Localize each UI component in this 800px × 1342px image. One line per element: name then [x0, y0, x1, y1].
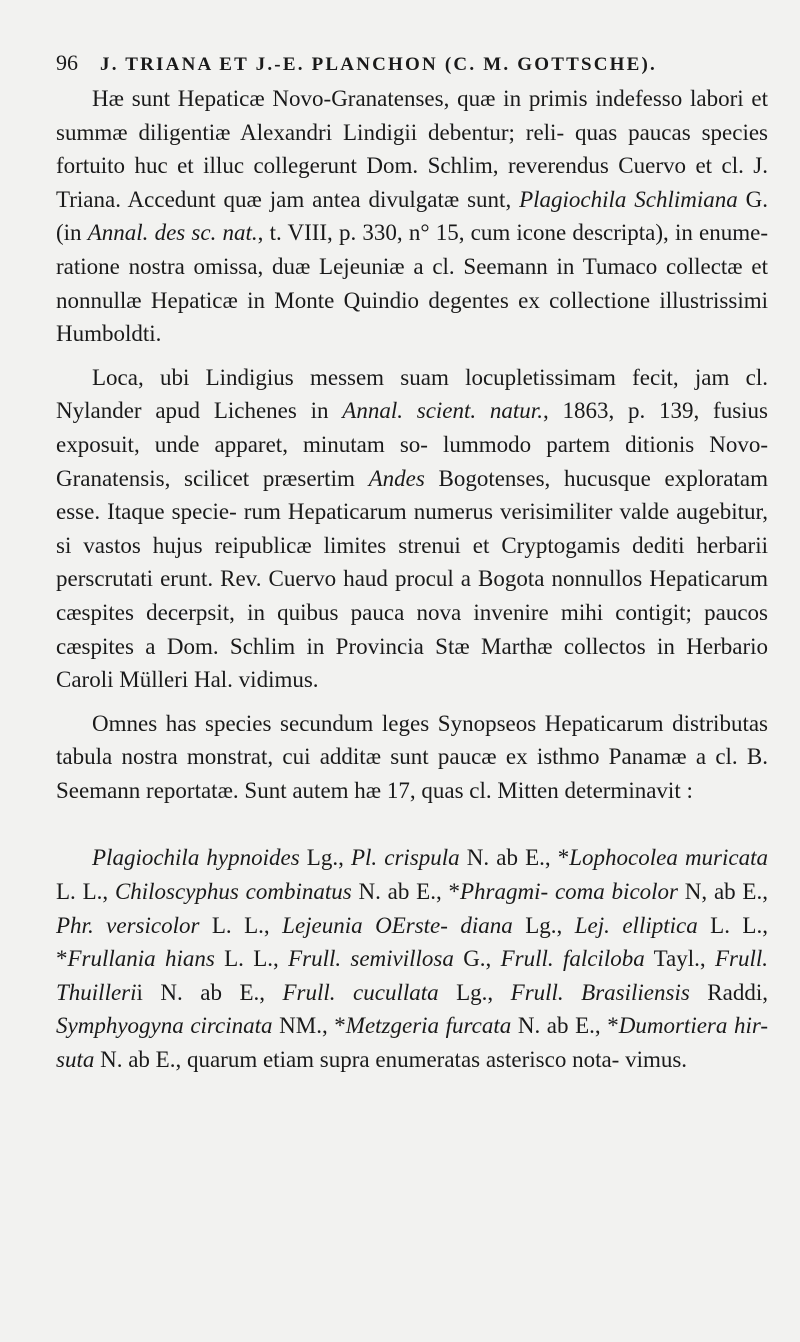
species-authority: Tayl.,: [644, 946, 715, 972]
paragraph-2: [56, 361, 768, 697]
species-name: Frull. falciloba: [500, 946, 645, 972]
paragraph-1-journal: Annal. des sc. nat.: [87, 220, 258, 246]
paragraph-2-text-c: , 1863, p. 139, fusius exposuit, unde apparet, minutam so- lummodo partem ditionis Novo-Granatensis, scilicet præsertim: [56, 398, 768, 491]
paragraph-2-journal: Annal. scient. natur.: [342, 398, 543, 424]
species-authority: N, ab E.,: [678, 879, 768, 905]
species-name: Phr. versicolor: [56, 912, 200, 938]
species-authority: N. ab E., *: [351, 879, 460, 905]
species-name: Lej. elliptica: [574, 912, 698, 938]
paragraph-1-text-c: G. (in: [56, 186, 768, 246]
running-title: J. TRIANA ET J.-E. PLANCHON (C. M. GOTTSCHE).: [100, 54, 657, 75]
species-authority: N. ab E., *: [459, 845, 570, 871]
species-authority: L. L.,: [199, 912, 283, 938]
species-name: Frull. cucullata: [282, 979, 439, 1005]
species-name: Lophocolea muricata: [569, 845, 768, 871]
species-list-paragraph: [56, 841, 768, 1076]
species-name: Plagiochila hypnoides: [92, 845, 300, 871]
species-authority: Lg.,: [438, 979, 511, 1005]
page-number: 96: [56, 50, 78, 75]
paragraph-3: Omnes has species secundum leges Synopseos Hepaticarum distributas tabula nostra monstrat, cui additæ sunt paucæ ex isthmo Panamæ a cl. B. Seemann reportatæ. Sunt autem hæ 17, quas cl. Mitten determinavit :: [56, 710, 768, 803]
paragraph-1-text-e: , t. VIII, p. 330, n° 15, cum icone descripta), in enume- ratione nostra omissa, duæ Lejeuniæ a cl. Seemann in Tumaco collectæ et nonnullæ Hepaticæ in Monte Quindio degentes ex collectione illustrissimi Humboldti.: [56, 220, 768, 347]
species-name: Frull. Brasiliensis: [510, 979, 690, 1005]
paragraph-1: [56, 82, 768, 351]
species-name: Frull. Thuilleri: [56, 946, 768, 1005]
paragraph-1-species: Plagiochila Schlimiana: [519, 186, 738, 212]
species-authority: N. ab E., *: [511, 1013, 619, 1039]
species-name: Pl. crispula: [350, 845, 460, 871]
paragraph-2-andes: Andes: [368, 465, 425, 491]
species-name: Dumortiera hir- suta: [56, 1013, 769, 1073]
paragraph-2-text-a: Loca, ubi Lindigius messem suam locupletissimam fecit, jam cl. Nylander apud Lichenes in: [56, 364, 768, 424]
species-authority: N. ab E., quarum etiam supra enumeratas asterisco nota- vimus.: [94, 1047, 688, 1073]
running-head: [56, 48, 768, 78]
species-authority: i N. ab E.,: [136, 979, 283, 1005]
species-authority: L. L.,: [214, 946, 289, 972]
species-authority: Lg.,: [512, 912, 575, 938]
document-page: [56, 48, 768, 1077]
species-name: Frull. semivillosa: [288, 946, 454, 972]
species-authority: NM., *: [272, 1013, 346, 1039]
species-name: Chiloscyphus combinatus: [114, 879, 352, 905]
paragraph-2-text-e: Bogotenses, hucusque exploratam esse. Itaque specie- rum Hepaticarum numerus verisimiliter valde augebitur, si vastos hujus reipublicæ limites strenui et Cryptogamis dediti herbarii perscrutati erunt. Rev. Cuervo haud procul a Bogota nonnullos Hepaticarum cæspites decerpsit, in quibus pauca nova invenire mihi contigit; paucos cæspites a Dom. Schlim in Provincia Stæ Marthæ collectos in Herbario Caroli Mülleri Hal. vidimus.: [56, 465, 769, 693]
species-authority: L. L.,: [56, 879, 115, 905]
species-authority: L. L., *: [56, 912, 768, 972]
species-name: Symphyogyna circinata: [56, 1013, 273, 1039]
species-authority: Raddi,: [689, 979, 768, 1005]
species-name: Phragmi- coma bicolor: [460, 879, 678, 905]
paragraph-1-text-a: Hæ sunt Hepaticæ Novo-Granatenses, quæ in primis indefesso labori et summæ diligentiæ Alexandri Lindigii debentur; reli- quas paucas species fortuito huc et illuc collegerunt Dom. Schlim, reverendus Cuervo et cl. J. Triana. Accedunt quæ jam antea divulgatæ sunt,: [56, 86, 768, 212]
species-name: Lejeunia OErste- diana: [282, 912, 513, 938]
species-authority: G.,: [453, 946, 501, 972]
species-name: Frullania hians: [67, 946, 215, 972]
species-name: Metzgeria furcata: [345, 1013, 512, 1039]
species-authority: Lg.,: [299, 845, 351, 871]
